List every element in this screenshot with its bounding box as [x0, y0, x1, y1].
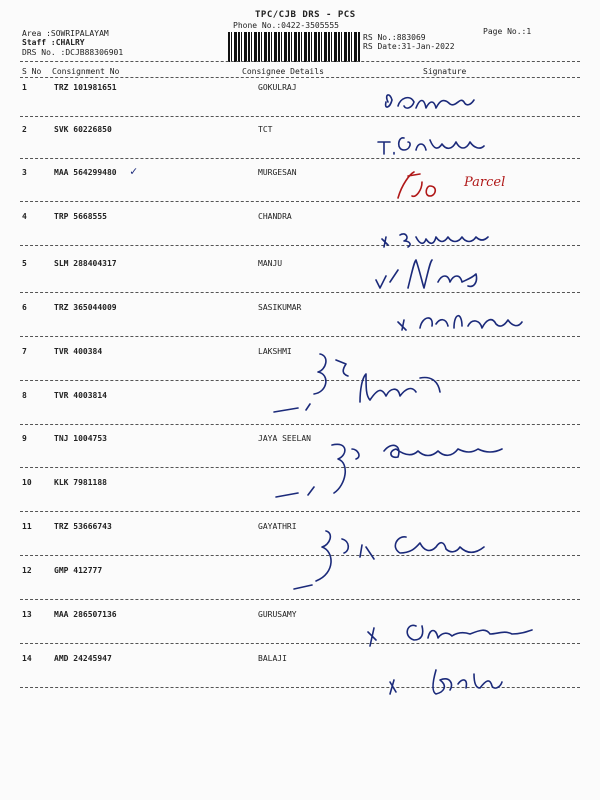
row-sno: 6: [22, 303, 27, 312]
row-sno: 1: [22, 83, 27, 92]
rs-date: RS Date:31-Jan-2022: [363, 42, 455, 51]
row-consignment-no: TVR 400384: [54, 347, 103, 356]
row-sno: 13: [22, 610, 32, 619]
row-consignee: MANJU: [258, 259, 283, 268]
signature-row-3: [392, 164, 522, 206]
row-consignment-no: GMP 412777: [54, 566, 103, 575]
signature-row-5: [368, 252, 518, 296]
row-consignee: MURGESAN: [258, 168, 297, 177]
row-sno: 9: [22, 434, 27, 443]
signature-rows-11-12: [290, 525, 510, 600]
row-consignment-no: TRP 5668555: [54, 212, 107, 221]
row-consignee: GOKULRAJ: [258, 83, 297, 92]
row-divider: [20, 158, 580, 159]
row-sno: 2: [22, 125, 27, 134]
row-consignment-no: TRZ 365044009: [54, 303, 117, 312]
barcode: [228, 32, 360, 62]
row-consignee: JAYA SEELAN: [258, 434, 311, 443]
signature-row-2: [372, 128, 502, 158]
row-sno: 8: [22, 391, 27, 400]
row-divider: [20, 336, 580, 337]
column-header-sno: S No: [22, 67, 42, 76]
page-number: Page No.:1: [483, 27, 532, 36]
row-consignee: BALAJI: [258, 654, 287, 663]
row-sno: 11: [22, 522, 32, 531]
phone-number: Phone No.:0422-3505555: [233, 21, 339, 30]
row-sno: 3: [22, 168, 27, 177]
row-consignee: LAKSHMI: [258, 347, 292, 356]
staff: Staff :CHALRY: [22, 38, 85, 47]
row-sno: 10: [22, 478, 32, 487]
signature-row-1: [380, 88, 500, 118]
row-divider: [20, 424, 580, 425]
tick-mark: ✓: [130, 164, 138, 178]
row-consignment-no: SLM 288404317: [54, 259, 117, 268]
row-sno: 12: [22, 566, 32, 575]
drs-number: DRS No. :DCJB88306901: [22, 48, 124, 57]
red-note-parcel: Parcel: [464, 175, 506, 190]
signature-rows-7-8: [270, 350, 470, 420]
column-header-consignment: Consignment No: [52, 67, 120, 76]
signature-row-4: [376, 225, 506, 249]
row-consignee: SASIKUMAR: [258, 303, 302, 312]
row-consignment-no: MAA 286507136: [54, 610, 117, 619]
row-consignment-no: TRZ 53666743: [54, 522, 112, 531]
row-consignee: TCT: [258, 125, 273, 134]
row-consignment-no: MAA 564299480: [54, 168, 117, 177]
row-consignment-no: TVR 4003814: [54, 391, 107, 400]
divider: [20, 61, 580, 62]
row-sno: 5: [22, 259, 27, 268]
row-consignee: GURUSAMY: [258, 610, 297, 619]
row-consignment-no: KLK 7981188: [54, 478, 107, 487]
row-consignment-no: SVK 60226850: [54, 125, 112, 134]
row-sno: 14: [22, 654, 32, 663]
signature-rows-9-10: [272, 435, 532, 507]
signature-row-6: [392, 306, 542, 336]
row-consignment-no: TRZ 101981651: [54, 83, 117, 92]
column-header-signature: Signature: [423, 67, 467, 76]
document-title: TPC/CJB DRS - PCS: [255, 10, 356, 20]
row-consignee: CHANDRA: [258, 212, 292, 221]
row-sno: 4: [22, 212, 27, 221]
area: Area :SOWRIPALAYAM: [22, 29, 109, 38]
row-divider: [20, 511, 580, 512]
signature-row-14: [384, 662, 524, 702]
row-consignment-no: AMD 24245947: [54, 654, 112, 663]
row-sno: 7: [22, 347, 27, 356]
row-consignee: GAYATHRI: [258, 522, 297, 531]
column-header-consignee: Consignee Details: [242, 67, 324, 76]
row-consignment-no: TNJ 1004753: [54, 434, 107, 443]
divider: [20, 77, 580, 78]
signature-row-13: [362, 606, 562, 654]
rs-number: RS No.:883069: [363, 33, 426, 42]
